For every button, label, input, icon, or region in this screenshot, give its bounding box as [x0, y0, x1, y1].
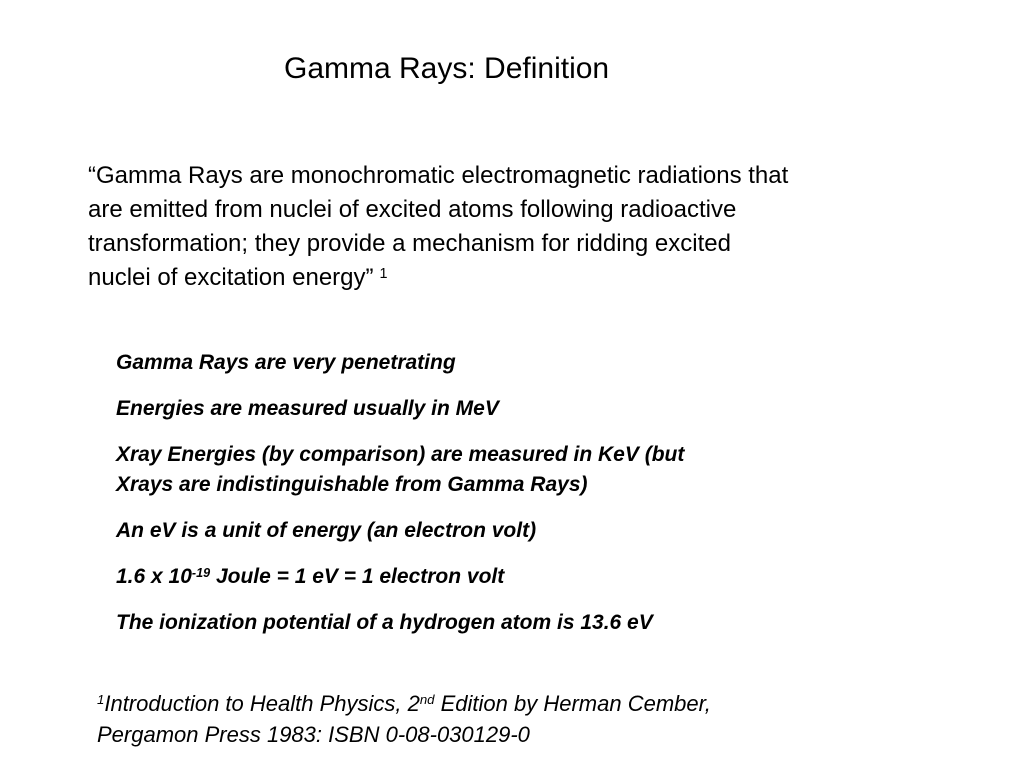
fact-xray-kev — [116, 440, 936, 500]
fact-xray-line: Xray Energies (by comparison) are measured in KeV (but — [116, 443, 685, 466]
footnote-line-1 — [97, 688, 977, 719]
quote-line: nuclei of excitation energy” — [88, 264, 374, 291]
definition-quote — [88, 159, 948, 295]
joule-base: 1.6 x 10 — [116, 565, 192, 588]
fact-mev: Energies are measured usually in MeV — [116, 397, 499, 420]
quote-line: are emitted from nuclei of excited atoms following radioactive — [88, 196, 737, 223]
footnote-line-2: Pergamon Press 1983: ISBN 0-08-030129-0 — [97, 722, 530, 747]
fact-xray-line: Xrays are indistinguishable from Gamma Rays) — [116, 473, 588, 496]
footnote-text: Introduction to Health Physics, 2 — [104, 691, 420, 716]
fact-penetrating: Gamma Rays are very penetrating — [116, 351, 456, 374]
quote-footnote-mark: 1 — [379, 265, 388, 282]
slide-title: Gamma Rays: Definition — [284, 52, 610, 85]
quote-last-line — [88, 261, 948, 295]
reference-footnote — [97, 688, 977, 750]
quote-line: “Gamma Rays are monochromatic electromagnetic radiations that — [88, 162, 789, 189]
footnote-mark: 1 — [97, 692, 105, 708]
fact-joule-conversion — [116, 562, 936, 592]
fact-ev-unit: An eV is a unit of energy (an electron volt) — [116, 519, 537, 542]
ordinal-suffix: nd — [419, 692, 435, 708]
footnote-text: Edition by Herman Cember, — [434, 691, 711, 716]
quote-line: transformation; they provide a mechanism for ridding excited — [88, 230, 731, 257]
joule-rest: Joule = 1 eV = 1 electron volt — [210, 565, 505, 588]
joule-exponent: -19 — [191, 565, 211, 580]
fact-hydrogen-ionization: The ionization potential of a hydrogen atom is 13.6 eV — [116, 611, 653, 634]
facts-list — [116, 348, 936, 654]
